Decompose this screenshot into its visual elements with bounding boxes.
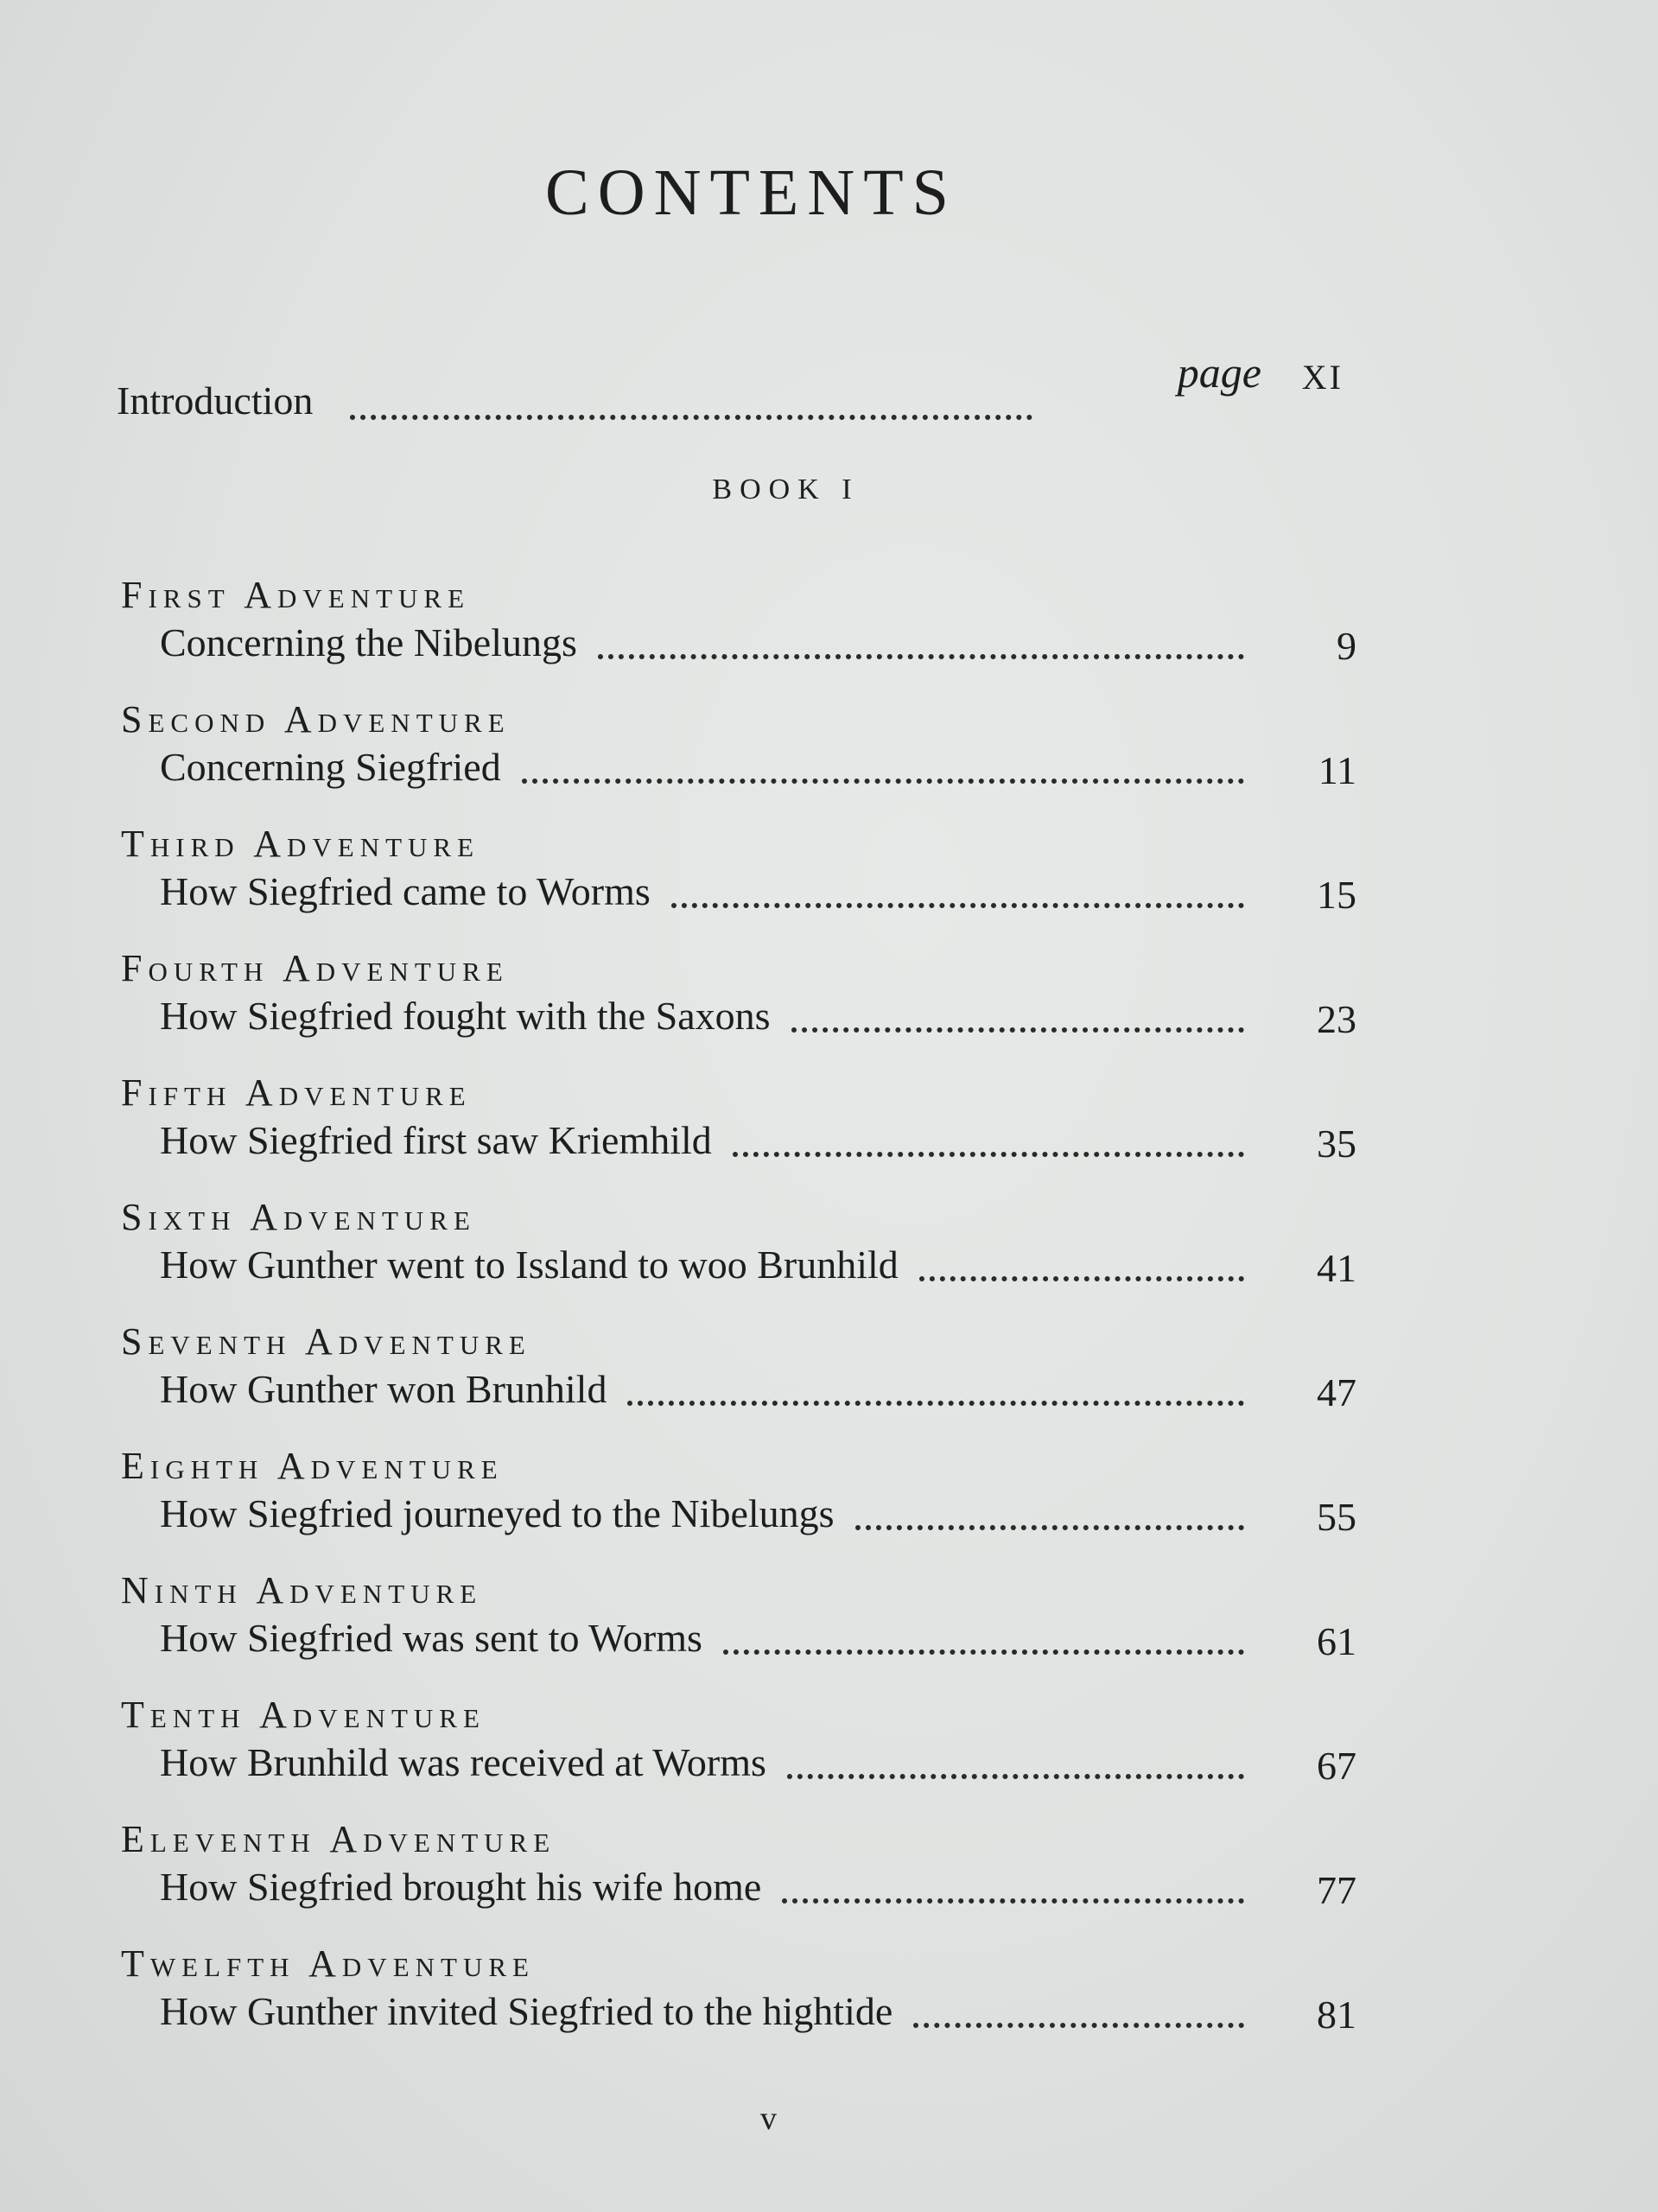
adventure-line [160,620,1356,673]
dot-leader [919,1276,1244,1281]
adventure-line [160,993,1356,1046]
adventure-line [160,1366,1356,1420]
adventure-entry [121,939,1356,1064]
adventure-description: Concerning the Nibelungs [160,620,577,664]
adventure-page-number: 11 [1318,748,1356,792]
adventure-page-number: 9 [1337,624,1356,668]
adventure-title: Fourth Adventure [121,947,509,989]
adventure-description: How Siegfried first saw Kriemhild [160,1118,712,1162]
introduction-page-number: XI [1301,358,1344,397]
adventure-description: Concerning Siegfried [160,745,501,789]
adventure-line [160,868,1356,922]
adventure-title: Third Adventure [121,823,480,865]
adventure-description: How Siegfried fought with the Saxons [160,994,771,1038]
adventure-page-number: 47 [1317,1370,1356,1414]
adventure-title: Fifth Adventure [121,1071,472,1114]
adventure-page-number: 15 [1317,873,1356,917]
adventure-list [121,566,1356,2059]
adventure-entry [121,1313,1356,1437]
adventure-entry [121,690,1356,815]
dot-leader [733,1152,1244,1157]
dot-leader [671,903,1244,908]
adventure-entry [121,1686,1356,1810]
adventure-page-number: 35 [1317,1122,1356,1166]
dot-leader [855,1525,1244,1530]
dot-leader [350,397,1032,420]
adventure-page-number: 61 [1317,1619,1356,1663]
adventure-page-number: 77 [1317,1868,1356,1912]
adventure-line [160,1117,1356,1171]
adventure-title: Second Adventure [121,698,511,741]
dot-leader [782,1898,1244,1904]
adventure-description: How Gunther won Brunhild [160,1367,607,1411]
adventure-line [160,1739,1356,1793]
adventure-entry [121,815,1356,939]
adventure-title: Eighth Adventure [121,1445,504,1487]
adventure-description: How Gunther went to Issland to woo Brunhild [160,1243,899,1287]
adventure-line [160,744,1356,798]
introduction-entry [117,346,1344,441]
adventure-description: How Siegfried journeyed to the Nibelungs [160,1491,835,1535]
dot-leader [598,654,1244,659]
adventure-entry [121,1810,1356,1935]
adventure-line [160,1242,1356,1295]
adventure-line [160,1491,1356,1544]
book-label: BOOK I [712,474,860,505]
adventure-description: How Siegfried brought his wife home [160,1865,762,1909]
adventure-page-number: 55 [1317,1495,1356,1539]
adventure-line [160,1615,1356,1669]
adventure-title: Seventh Adventure [121,1320,531,1363]
adventure-entry [121,1561,1356,1686]
adventure-page-number: 41 [1317,1246,1356,1290]
adventure-line [160,1864,1356,1917]
page-word: page [1177,348,1261,397]
introduction-label: Introduction [117,378,314,423]
contents-heading: CONTENTS [545,156,957,229]
adventure-page-number: 67 [1317,1744,1356,1788]
adventure-description: How Siegfried was sent to Worms [160,1616,702,1660]
adventure-description: How Brunhild was received at Worms [160,1740,766,1784]
adventure-title: First Adventure [121,574,471,616]
adventure-page-number: 81 [1317,1993,1356,2037]
dot-leader [787,1774,1244,1779]
adventure-description: How Siegfried came to Worms [160,869,651,913]
adventure-entry [121,1188,1356,1313]
adventure-entry [121,566,1356,690]
adventure-title: Twelfth Adventure [121,1942,535,1985]
adventure-title: Eleventh Adventure [121,1818,556,1860]
adventure-description: How Gunther invited Siegfried to the hightide [160,1989,893,2033]
dot-leader [522,779,1244,784]
adventure-entry [121,1064,1356,1188]
dot-leader [791,1027,1244,1033]
dot-leader [913,2023,1244,2028]
page-folio: v [760,2101,777,2137]
adventure-title: Tenth Adventure [121,1694,486,1736]
adventure-title: Sixth Adventure [121,1196,476,1238]
adventure-title: Ninth Adventure [121,1569,483,1611]
adventure-page-number: 23 [1317,997,1356,1041]
dot-leader [627,1401,1244,1406]
adventure-entry [121,1935,1356,2059]
dot-leader [723,1649,1244,1655]
adventure-line [160,1988,1356,2042]
adventure-entry [121,1437,1356,1561]
